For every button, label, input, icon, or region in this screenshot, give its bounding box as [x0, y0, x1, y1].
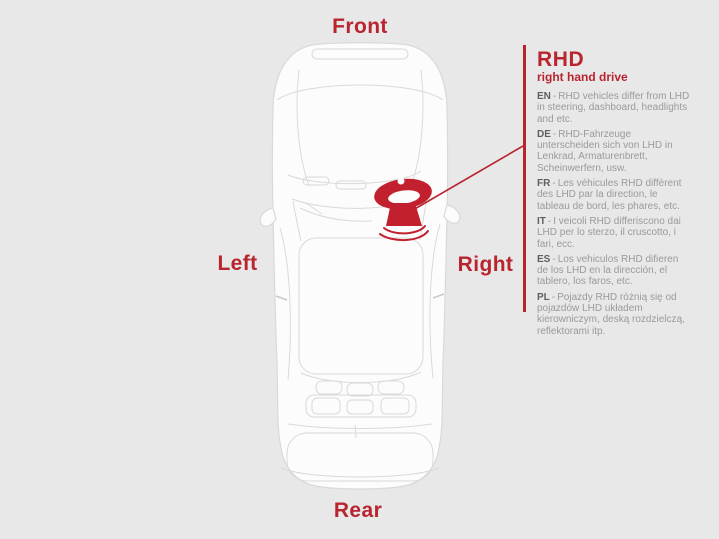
right-label: Right [457, 253, 514, 276]
entry-text: RHD-Fahrzeuge unterscheiden sich von LHD in Lenkrad, Armaturenbrett, Scheinwerfern, usw. [537, 128, 673, 174]
language-code: FR [537, 178, 551, 190]
separator: - [551, 291, 556, 303]
language-code: DE [537, 128, 551, 140]
separator: - [547, 215, 552, 227]
entry-text: I veicoli RHD differiscono dai LHD per lo sterzo, il cruscotto, i fari, ecc. [537, 215, 681, 250]
entry-text: RHD vehicles differ from LHD in steering, dashboard, headlights and etc. [537, 91, 690, 125]
language-entry-es [537, 254, 691, 288]
language-code: ES [537, 253, 551, 265]
language-entry-it [537, 216, 691, 250]
rhd-info-panel [523, 45, 705, 337]
entry-text: Los vehiculos RHD difieren de los LHD en la dirección, el tablero, los faros, etc. [537, 253, 679, 288]
separator: - [552, 253, 556, 265]
language-entry-en [537, 91, 691, 125]
separator: - [552, 178, 556, 190]
language-code: IT [537, 215, 546, 227]
front-label: Front [332, 15, 388, 38]
language-entry-de [537, 129, 691, 174]
panel-title: RHD [537, 48, 585, 71]
panel-subtitle: right hand drive [537, 70, 628, 84]
language-code: EN [537, 91, 551, 102]
language-entry-pl [537, 292, 691, 337]
entry-text: Pojazdy RHD różnią się od pojazdów LHD układem kierowniczym, deską rozdzielczą, reflektorami itp. [537, 291, 685, 337]
rear-label: Rear [333, 499, 383, 522]
entry-text: Les véhicules RHD diffèrent des LHD par la direction, le tableau de bord, les phares, etc. [537, 178, 682, 212]
separator: - [552, 128, 557, 140]
separator: - [552, 91, 557, 102]
language-code: PL [537, 291, 550, 303]
language-entries [537, 91, 691, 337]
left-label: Left [217, 252, 258, 275]
language-entry-fr [537, 178, 691, 212]
